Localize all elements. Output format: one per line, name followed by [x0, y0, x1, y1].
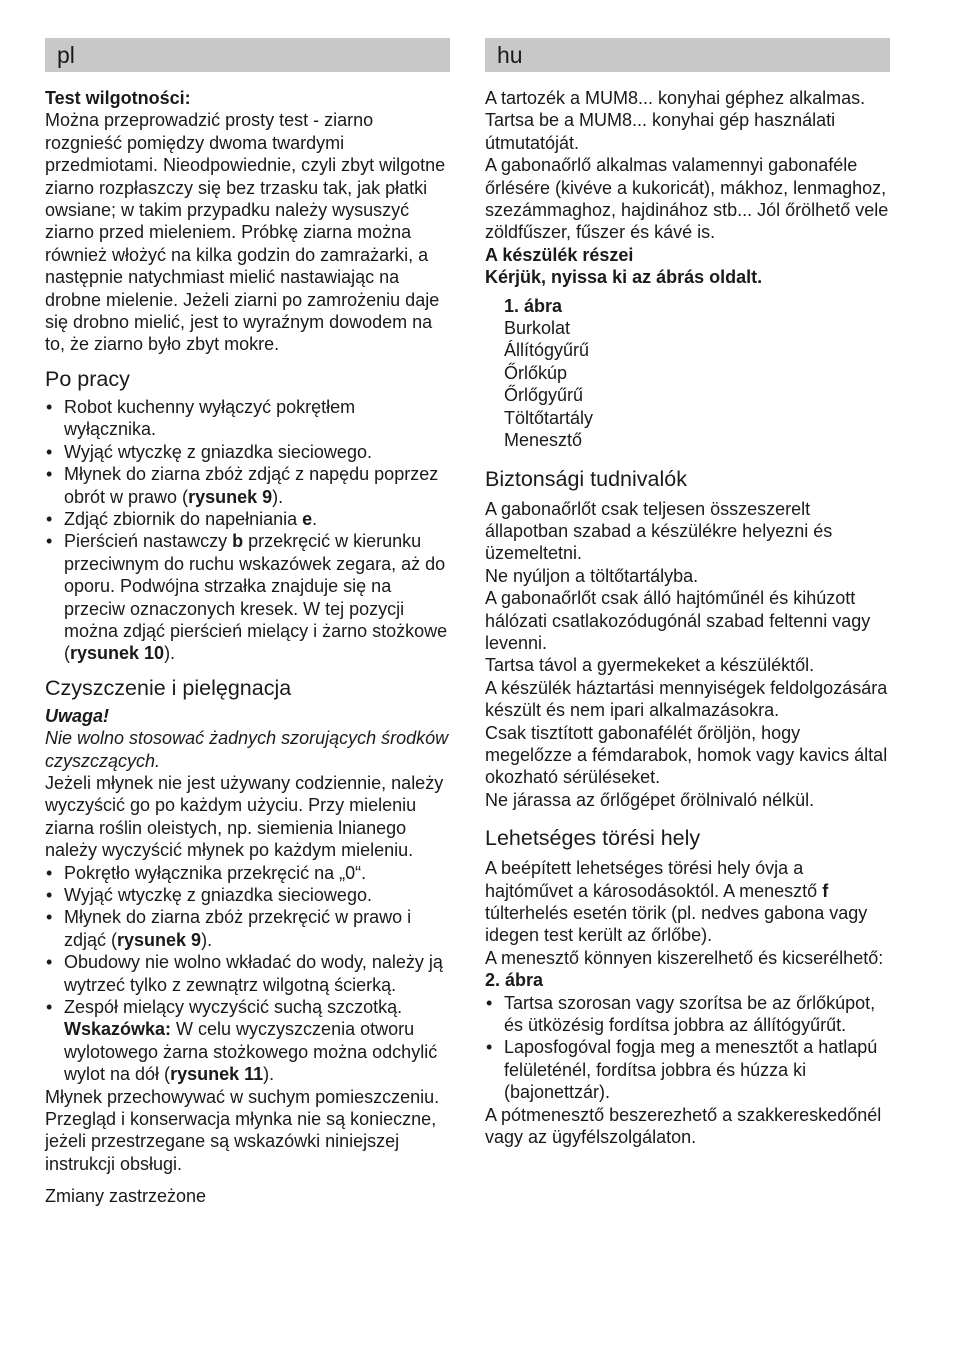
safety-line: A gabonaőrlőt csak teljesen összeszerelt állapotban szabad a készülékre helyezni és üzemeltetni. — [485, 498, 833, 564]
changes-reserved: Zmiany zastrzeżone — [45, 1186, 207, 1207]
list-item: • Pokrętło wyłącznika przekręcić na „0“. — [45, 862, 450, 884]
list-item: • Młynek do ziarna zbóż zdjąć z napędu poprzez obrót w prawo (rysunek 9). — [45, 463, 450, 508]
polish-column — [45, 38, 450, 1208]
cleaning-warning: Uwaga! — [45, 705, 110, 726]
list-item: Menesztő — [504, 430, 583, 451]
figure-1-parts — [485, 317, 890, 451]
parts-title: A készülék részei — [485, 244, 634, 265]
list-item: • Zespół mielący wyczyścić suchą szczotką. Wskazówka: W celu wyczyszczenia otworu wylotowego żarna stożkowego można odchylić wylot na dół (rysunek 11). — [45, 996, 450, 1086]
after-work-title: Po pracy — [45, 366, 130, 391]
list-item: • Wyjąć wtyczkę z gniazdka sieciowego. — [45, 884, 450, 906]
figure-2-steps — [485, 992, 890, 1104]
list-item: Töltőtartály — [504, 407, 594, 428]
list-item: • Robot kuchenny wyłączyć pokrętłem wyłącznika. — [45, 396, 450, 441]
list-item: • Młynek do ziarna zbóż przekręcić w prawo i zdjąć (rysunek 9). — [45, 906, 450, 951]
cleaning-title: Czyszczenie i pielęgnacja — [45, 675, 292, 700]
storage-text: Młynek przechowywać w suchym pomieszczeniu. Przegląd i konserwacja młynka nie są konieczne, jeżeli przestrzegane są wskazówki niniejszej instrukcji obsługi. — [45, 1086, 440, 1174]
list-item: • Wyjąć wtyczkę z gniazdka sieciowego. — [45, 441, 450, 463]
safety-line: Ne járassa az őrlőgépet őrölnivaló nélkül. — [485, 789, 815, 810]
parts-subtitle: Kérjük, nyissa ki az ábrás oldalt. — [485, 267, 763, 288]
safety-line: Ne nyúljon a töltőtartályba. — [485, 565, 699, 586]
moisture-test-text: Można przeprowadzić prosty test - ziarno rozgnieść pomiędzy dwoma twardymi przedmiotami. Nieodpowiednie, czyli zbyt wilgotne ziarno rozpłaszczy się bez trzasku tak, jak płatki owsiane; w takim przypadku należy wysuszyć ziarno przed mieleniem. Próbkę ziarna można również włożyć na kilka godzin do zamrażarki, a następnie natychmiast mielić nastawiając na drobne mielenie. Jeżeli ziarni po zamrożeniu daje się drobno mielić, jest to wyraźnym dowodem na to, że ziarno było zbyt mokre. — [45, 110, 446, 355]
list-item: • Laposfogóval fogja meg a menesztőt a hatlapú felületénél, fordítsa jobbra és húzza ki (bajonettzár). — [485, 1036, 890, 1103]
safety-line: A gabonaőrlőt csak álló hajtóműnél és kihúzott hálózati csatlakozódugónál szabad feltenni vagy levenni. — [485, 588, 871, 653]
cleaning-warning-text: Nie wolno stosować żadnych szorujących środków czyszczących. — [45, 728, 449, 771]
list-item: • Zdjąć zbiornik do napełniania e. — [45, 508, 450, 530]
intro-line: A gabonaőrlő alkalmas valamennyi gabonaféle őrlésére (kivéve a kukoricát), mákhoz, lenmaghoz, szezámmaghoz, hajdinához stb... Jól őrölhető vele zöldfűszer, fűszer és kávé is. — [485, 155, 889, 243]
break-point-text: A beépített lehetséges törési hely óvja a hajtóművet a károsodásoktól. A menesztő f túlterhelés esetén törik (pl. nedves gabona vagy idegen test került az őrlőbe). — [485, 858, 868, 946]
list-item: • Tartsa szorosan vagy szorítsa be az őrlőkúpot, és ütközésig fordítsa jobbra az állítógyűrűt. — [485, 992, 890, 1037]
after-work-list — [45, 396, 450, 665]
cleaning-list — [45, 862, 450, 1086]
list-item: • Pierścień nastawczy b przekręcić w kierunku przeciwnym do ruchu wskazówek zegara, aż do oporu. Podwójna strzałka znajduje się na przeciw oznaczonych kresek. W tej pozycji można zdjąć pierścień mielący i żarno stożkowe (rysunek 10). — [45, 530, 450, 664]
moisture-test-title: Test wilgotności: — [45, 88, 191, 108]
safety-title: Biztonsági tudnivalók — [485, 466, 687, 491]
list-item: Őrlőkúp — [504, 362, 568, 383]
language-header-hu: hu — [485, 38, 890, 72]
safety-line: Csak tisztított gabonafélét őröljön, hogy megelőzze a fémdarabok, homok vagy kavics által okozható sérüléseket. — [485, 722, 888, 788]
list-item: Állítógyűrű — [504, 340, 590, 361]
figure-2-title: 2. ábra — [485, 970, 544, 991]
safety-line: Tartsa távol a gyermekeket a készüléktől. — [485, 655, 815, 676]
cleaning-text: Jeżeli młynek nie jest używany codziennie, należy wyczyścić go po każdym użyciu. Przy mieleniu ziarna roślin oleistych, np. siemienia lnianego należy wyczyścić młynek po każdym mieleniu. — [45, 772, 444, 861]
intro-line: A tartozék a MUM8... konyhai géphez alkalmas. — [485, 88, 866, 108]
list-item: Őrlőgyűrű — [504, 385, 584, 406]
safety-line: A készülék háztartási mennyiségek feldolgozására készült és nem ipari alkalmazásokra. — [485, 677, 888, 721]
figure-1-title: 1. ábra — [504, 295, 563, 316]
break-point-title: Lehetséges törési hely — [485, 826, 701, 851]
intro-line: Tartsa be a MUM8... konyhai gép használati útmutatóját. — [485, 110, 836, 153]
list-item: • Obudowy nie wolno wkładać do wody, należy ją wytrzeć tylko z zewnątrz wilgotną ścierką. — [45, 951, 450, 996]
spare-part-text: A pótmenesztő beszerezhető a szakkereskedőnél vagy az ügyfélszolgálaton. — [485, 1104, 882, 1148]
hungarian-column — [485, 38, 890, 1148]
list-item: Burkolat — [504, 318, 571, 339]
break-point-text-2: A menesztő könnyen kiszerelhető és kicserélhető: — [485, 947, 884, 968]
language-header-pl: pl — [45, 38, 450, 72]
